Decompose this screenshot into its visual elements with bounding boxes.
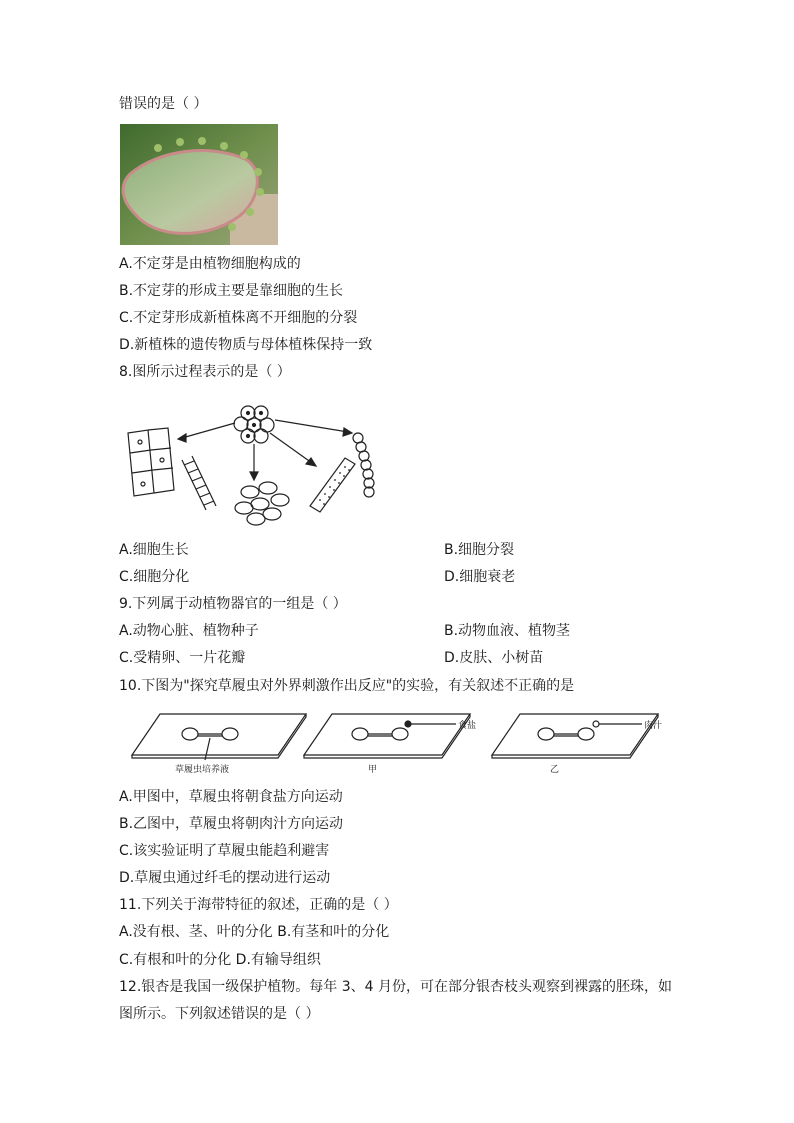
plant-tissue-cells	[128, 428, 174, 496]
q7-option-c[interactable]: C.不定芽形成新植株离不开细胞的分裂	[119, 310, 358, 326]
slide-yi	[492, 714, 658, 758]
source-cell-cluster	[234, 406, 274, 443]
arrows	[178, 420, 352, 480]
q8-option-d[interactable]: D.细胞衰老	[444, 569, 516, 585]
q9-stem: 9.下列属于动植物器官的一组是（ ）	[119, 596, 347, 612]
chain-cells	[353, 433, 374, 497]
q10-option-b[interactable]: B.乙图中，草履虫将朝肉汁方向运动	[119, 816, 344, 832]
label-juice: 肉汁	[644, 721, 663, 731]
q8-option-b[interactable]: B.细胞分裂	[444, 542, 515, 558]
q7-option-d[interactable]: D.新植株的遗传物质与母体植株保持一致	[119, 337, 373, 353]
q11-stem: 11.下列关于海带特征的叙述，正确的是（ ）	[119, 897, 398, 913]
paramecium-experiment-diagram	[130, 710, 670, 780]
q11-options-row-1[interactable]: A.没有根、茎、叶的分化 B.有茎和叶的分化	[119, 924, 390, 940]
label-salt: 食盐	[458, 721, 477, 731]
q10-option-a[interactable]: A.甲图中，草履虫将朝食盐方向运动	[119, 789, 343, 805]
label-yi: 乙	[550, 765, 560, 775]
label-jia: 甲	[368, 765, 378, 775]
q11-options-row-2[interactable]: C.有根和叶的分化 D.有输导组织	[119, 952, 321, 968]
blood-cells	[235, 482, 289, 525]
vessel-ladder	[182, 456, 216, 510]
q8-stem: 8.图所示过程表示的是（ ）	[119, 364, 291, 380]
q8-option-a[interactable]: A.细胞生长	[119, 542, 189, 558]
q10-option-c[interactable]: C.该实验证明了草履虫能趋利避害	[119, 843, 330, 859]
cell-differentiation-diagram	[120, 398, 380, 532]
q7-stem-tail: 错误的是（ ）	[119, 96, 208, 112]
q9-option-c[interactable]: C.受精卵、一片花瓣	[119, 650, 246, 666]
q8-option-c[interactable]: C.细胞分化	[119, 569, 190, 585]
q10-option-d[interactable]: D.草履虫通过纤毛的摆动进行运动	[119, 870, 331, 886]
q9-option-a[interactable]: A.动物心脏、植物种子	[119, 623, 259, 639]
q10-stem: 10.下图为"探究草履虫对外界刺激作出反应"的实验，有关叙述不正确的是	[119, 678, 575, 694]
q9-option-d[interactable]: D.皮肤、小树苗	[444, 650, 544, 666]
q7-option-a[interactable]: A.不定芽是由植物细胞构成的	[119, 256, 301, 272]
slide-culture	[132, 714, 306, 760]
plant-leaf-photo	[120, 124, 278, 245]
q9-option-b[interactable]: B.动物血液、植物茎	[444, 623, 571, 639]
q7-option-b[interactable]: B.不定芽的形成主要是靠细胞的生长	[119, 283, 344, 299]
label-culture: 草履虫培养液	[175, 765, 230, 775]
q12-stem-line-2: 图所示。下列叙述错误的是（ ）	[119, 1006, 320, 1022]
q12-stem-line-1: 12.银杏是我国一级保护植物。每年 3、4 月份，可在部分银杏枝头观察到裸露的胚珠，如	[119, 979, 672, 995]
slide-jia	[304, 714, 470, 758]
